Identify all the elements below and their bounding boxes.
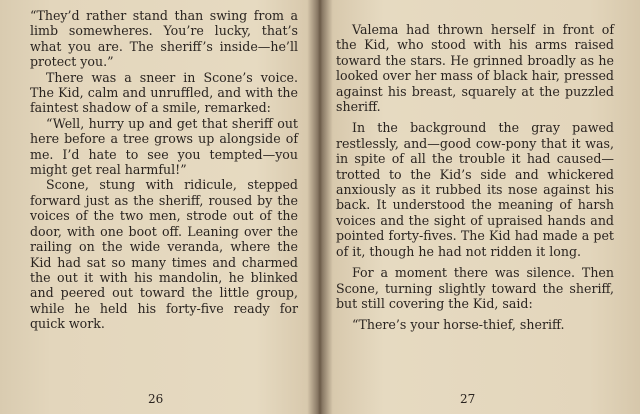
paragraph: Valema had thrown herself in front of the Kid, who stood with his arms raised toward the stars. He grinned broadly as he looked over her mass of black hair, pressed against his breast, squarely at the puzzled sheriff.: [336, 22, 614, 115]
paragraph: Scone, stung with ridicule, stepped forward just as the sheriff, roused by the voices of the two men, strode out of the door, with one boot off. Leaning over the railing on the wide veranda, where the Kid had sat so many times and charmed the out it with his mandolin, he blinked and peered out toward the little group, while he held his forty-five ready for quick work.: [30, 177, 298, 332]
paragraph: For a moment there was silence. Then Scone, turning slightly toward the sheriff, but still covering the Kid, said:: [336, 265, 614, 311]
right-page: [322, 0, 640, 414]
page-number: 27: [460, 392, 476, 406]
paragraph: There was a sneer in Scone’s voice. The Kid, calm and unruffled, and with the faintest shadow of a smile, remarked:: [30, 69, 298, 116]
paragraph: “There’s your horse-thief, sheriff.: [352, 317, 565, 333]
paragraph: “They’d rather stand than swing from a limb somewheres. You’re lucky, that’s what you are. The sheriff’s inside—he’ll protect you.”: [30, 8, 298, 70]
left-page: [0, 0, 318, 414]
paragraph: “Well, hurry up and get that sheriff out here before a tree grows up alongside of me. I’d hate to see you tempted—you might get real harmful!”: [30, 115, 298, 178]
paragraph: In the background the gray pawed restlessly, and—good cow-pony that it was, in spite of all the trouble it had caused—trotted to the Kid’s side and whickered anxiously as it rubbed its nose against his back. It understood the meaning of harsh voices and the sight of upraised hands and pointed forty-fives. The Kid had made a pet of it, though he had not ridden it long.: [336, 120, 614, 259]
page-number: 26: [148, 392, 164, 406]
